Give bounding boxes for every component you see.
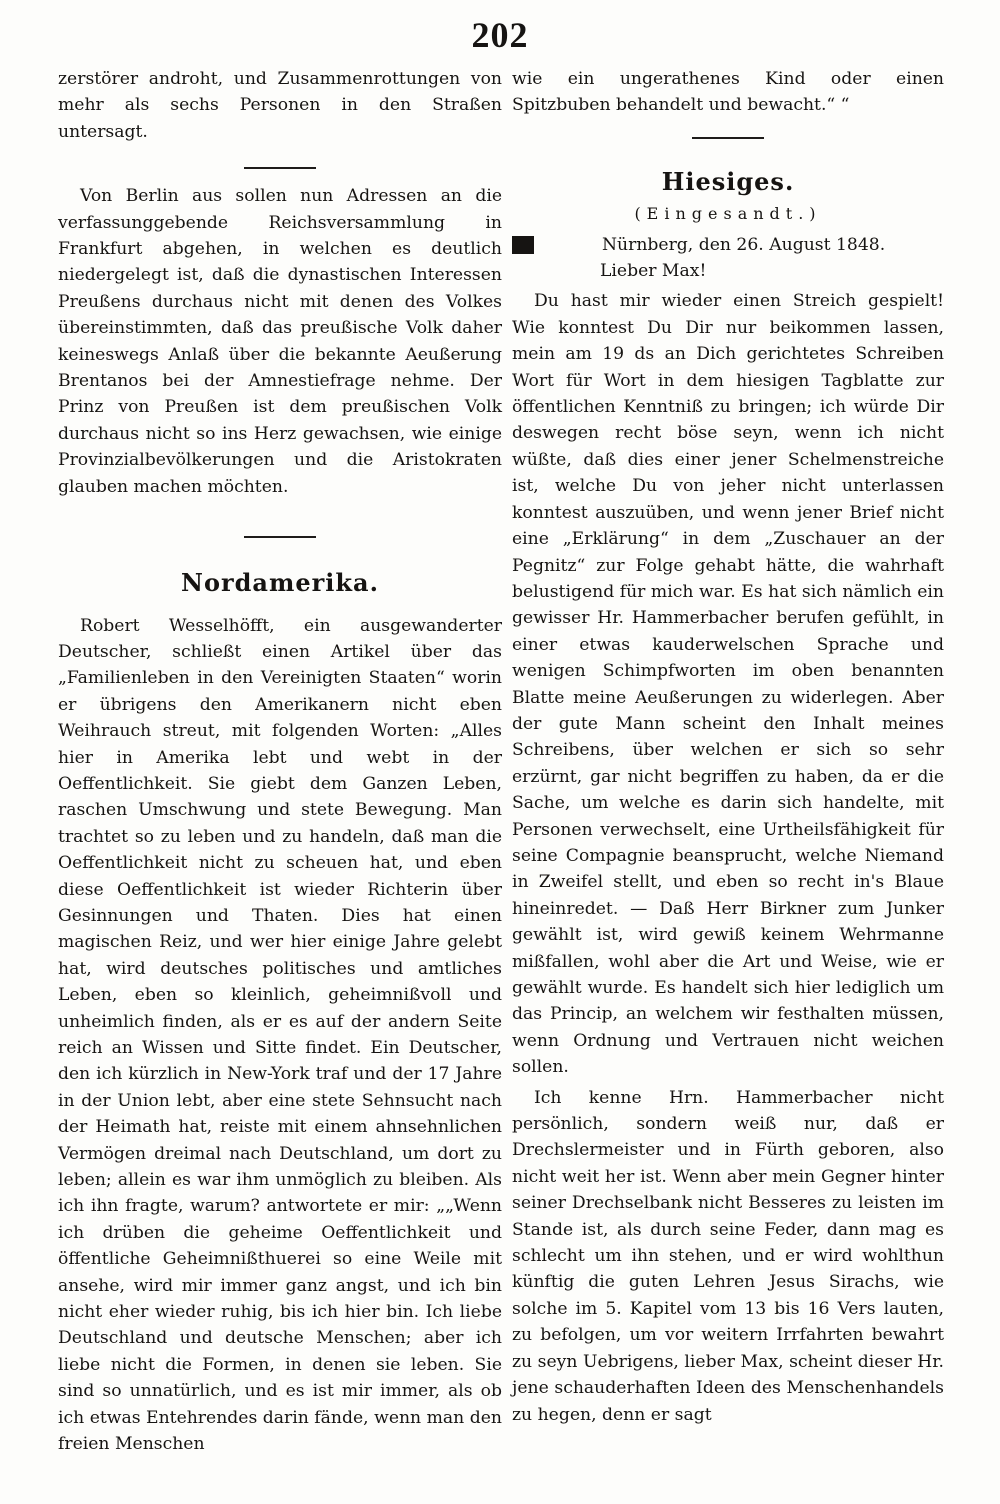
right-paragraph-1: wie ein ungerathenes Kind oder einen Spitzbuben behandelt und bewacht.“ “	[512, 69, 944, 116]
dateline-text: Nürnberg, den 26. August 1848.	[602, 234, 886, 255]
left-paragraph-3: Robert Wesselhöfft, ein ausgewanderter Deutscher, schließt einen Artikel über das „Familienleben in den Vereinigten Staaten“ worin er übrigens den Amerikanern nicht eben Weihrauch streut, mit folgenden Worten: „Alles hier in Amerika lebt und webt in der Oeffentlichkeit. Sie giebt dem Ganzen Leben, raschen Umschwung und stete Bewegung. Man trachtet so zu leben und zu handeln, daß man die Oeffentlichkeit nicht zu scheuen hat, und eben diese Oeffentlichkeit ist wieder Richterin über Gesinnungen und Thaten. Dies hat einen magischen Reiz, und wer hier einige Jahre gelebt hat, wird deutsches politisches und amtliches Leben, eben so kleinlich, geheimnißvoll und unheimlich finden, als er es auf der andern Seite reich an Wissen und Sitte findet. Ein Deutscher, den ich kürzlich in New-York traf und der 17 Jahre in der Union lebt, aber eine stete Sehnsucht nach der Heimath hat, reiste mit einem ahnsehnlichen Vermögen dreimal nach Deutschland, um dort zu leben; allein es war ihm unmöglich zu bleiben. Als ich ihn fragte, warum? antwortete er mir: „„Wenn ich drüben die geheime Oeffentlichkeit und öffentliche Geheimnißthuerei so eine Weile mit ansehe, wird mir immer ganz angst, und ich bin nicht eher wieder ruhig, bis ich hier bin. Ich liebe Deutschland und deutsche Menschen; aber ich liebe nicht die Formen, in denen sie leben. Sie sind so unnatürlich, und es ist mir immer, als ob ich etwas Entehrendes darin fände, wenn man den freien Menschen	[58, 615, 502, 1455]
letter-salutation: Lieber Max!	[600, 261, 707, 282]
initial-ornament	[512, 236, 534, 254]
section-divider	[244, 536, 316, 538]
left-paragraph-1: zerstörer androht, und Zusammenrottungen von mehr als sechs Personen in den Straßen untersagt.	[58, 69, 502, 142]
left-paragraph-2: Von Berlin aus sollen nun Adressen an die verfassunggebende Reichsversammlung in Frankfurt abgehen, in welchen es deutlich niedergelegt ist, daß die dynastischen Interessen Preußens durchaus nicht mit denen des Volkes übereinstimmten, daß das preußische Volk daher keineswegs Anlaß über die bekannte Aeußerung Brentanos bei der Amnestiefrage nehme. Der Prinz von Preußen ist dem preußischen Volk durchaus nicht so ins Herz gewachsen, wie einige Provinzialbevölkerungen und die Aristokraten glauben machen möchten.	[58, 186, 502, 497]
right-paragraph-3: Ich kenne Hrn. Hammerbacher nicht persönlich, sondern weiß nur, daß er Drechslermeister und in Fürth geboren, also nicht weit her ist. Wenn aber mein Gegner hinter seiner Drechselbank nicht Besseres zu leisten im Stande ist, als durch seine Feder, dann mag es schlecht um ihn stehen, und er wird wohlthun künftig die guten Lehren Jesus Sirachs, wie solche im 5. Kapitel vom 13 bis 16 Vers lauten, zu befolgen, um vor weitern Irrfahrten bewahrt zu seyn Uebrigens, lieber Max, scheint dieser Hr. jene schauderhaften Ideen des Menschenhandels zu hegen, denn er sagt	[512, 1087, 944, 1425]
section-divider	[692, 137, 764, 139]
left-column	[58, 66, 502, 1458]
right-paragraph-2: Du hast mir wieder einen Streich gespielt! Wie konntest Du Dir nur beikommen lassen, mein am 19 ds an Dich gerichtetes Schreiben Wort für Wort in dem hiesigen Tagblatte zur öffentlichen Kenntniß zu bringen; ich würde Dir deswegen recht böse seyn, wenn ich nicht wüßte, daß dies einer jener Schelmenstreiche ist, welche Du von jeher nicht unterlassen konntest auszuüben, und wenn jener Brief nicht eine „Erklärung“ in dem „Zuschauer an der Pegnitz“ zur Folge gehabt hätte, die wahrhaft belustigend für mich war. Es hat sich nämlich ein gewisser Hr. Hammerbacher berufen gefühlt, in einer etwas kauderwelschen Sprache und wenigen Schimpfworten im oben benannten Blatte meine Aeußerungen zu widerlegen. Aber der gute Mann scheint den Inhalt meines Schreibens, über welchen er sich so sehr erzürnt, gar nicht begriffen zu haben, da er die Sache, um welche es darin sich handelte, mit Personen verwechselt, eine Urtheilsfähigkeit für seine Compagnie beansprucht, welche Niemand in Zweifel stellt, und eben so recht in's Blaue hineinredet. — Daß Herr Birkner zum Junker gewählt ist, wird gewiß keinem Wehrmanne mißfallen, wohl aber die Art und Weise, wie er gewählt wurde. Es handelt sich hier lediglich um das Princip, an welchem wir festhalten müssen, wenn Ordnung und Vertrauen nicht weichen sollen.	[512, 291, 944, 1078]
page-number: 202	[471, 15, 529, 55]
section-heading-hiesiges: Hiesiges.	[661, 166, 795, 196]
right-column	[512, 66, 944, 1428]
section-subheading: (Eingesandt.)	[634, 204, 822, 224]
section-divider	[244, 167, 316, 169]
letter-dateline	[512, 232, 944, 258]
section-heading-nordamerika: Nordamerika.	[181, 568, 379, 598]
